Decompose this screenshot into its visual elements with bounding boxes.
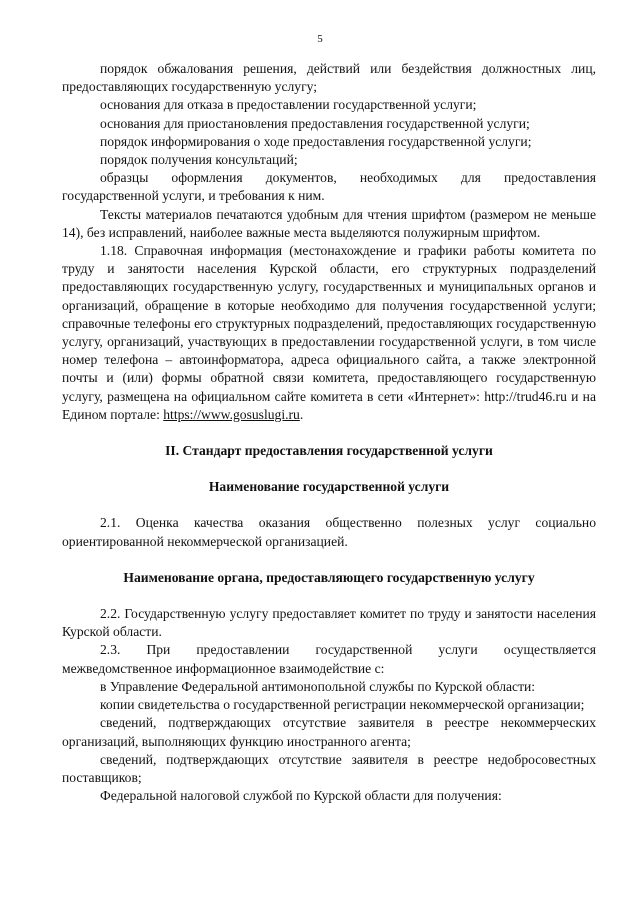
gosuslugi-link[interactable]: https://www.gosuslugi.ru	[163, 406, 300, 422]
heading-service-name: Наименование государственной услуги	[208, 479, 450, 495]
paragraph-2-1: 2.1. Оценка качества оказания общественно полезных услуг социально ориентированной некоммерческой организацией.	[62, 515, 596, 549]
document-body	[62, 60, 596, 805]
paragraph: основания для отказа в предоставлении государственной услуги;	[100, 97, 477, 113]
paragraph: основания для приостановления предоставления государственной услуги;	[100, 115, 530, 131]
paragraph: порядок обжалования решения, действий или бездействия должностных лиц, предоставляющих государственную услугу;	[62, 61, 596, 95]
paragraph-1-18	[62, 242, 596, 424]
heading-organ-name: Наименование органа, предоставляющего государственную услугу	[123, 569, 535, 585]
page-number: 5	[317, 33, 323, 45]
paragraph: образцы оформления документов, необходимых для предоставления государственной услуги, и требования к ним.	[62, 170, 596, 204]
paragraph: сведений, подтверждающих отсутствие заявителя в реестре некоммерческих организаций, выполняющих функцию иностранного агента;	[62, 715, 596, 749]
paragraph: Федеральной налоговой службой по Курской области для получения:	[100, 788, 502, 804]
section-title: II. Стандарт предоставления государственной услуги	[165, 443, 493, 459]
paragraph: Тексты материалов печатаются удобным для чтения шрифтом (размером не меньше 14), без исправлений, наиболее важные места выделяются полужирным шрифтом.	[62, 206, 596, 240]
paragraph-2-2: 2.2. Государственную услугу предоставляет комитет по труду и занятости населения Курской области.	[62, 606, 596, 640]
paragraph-1-18-text: 1.18. Справочная информация (местонахождение и графики работы комитета по труду и занятости населения Курской области, его структурных подразделений предоставляющих государственную услугу, государственных и муниципальных органов и организаций, обращение в которые необходимо для получения государственной услуги; справочные телефоны его структурных подразделений, предоставляющих государственную услугу, организаций, участвующих в предоставлении государственной услуги, в том числе номер телефона – автоинформатора, адреса официального сайта, а также электронной почты и (или) формы обратной связи комитета, предоставляющего государственную услугу, размещена на официальном сайте комитета в сети «Интернет»: http://trud46.ru и на Едином портале:	[62, 243, 596, 422]
paragraph: копии свидетельства о государственной регистрации некоммерческой организации;	[100, 697, 585, 713]
paragraph: порядок получения консультаций;	[100, 152, 298, 168]
paragraph-1-18-end: .	[299, 406, 304, 422]
paragraph: сведений, подтверждающих отсутствие заявителя в реестре недобросовестных поставщиков;	[62, 751, 596, 785]
paragraph: порядок информирования о ходе предоставления государственной услуги;	[100, 133, 532, 149]
paragraph-2-3: 2.3. При предоставлении государственной услуги осуществляется межведомственное информационное взаимодействие с:	[62, 642, 596, 676]
paragraph: в Управление Федеральной антимонопольной службы по Курской области:	[100, 678, 536, 694]
